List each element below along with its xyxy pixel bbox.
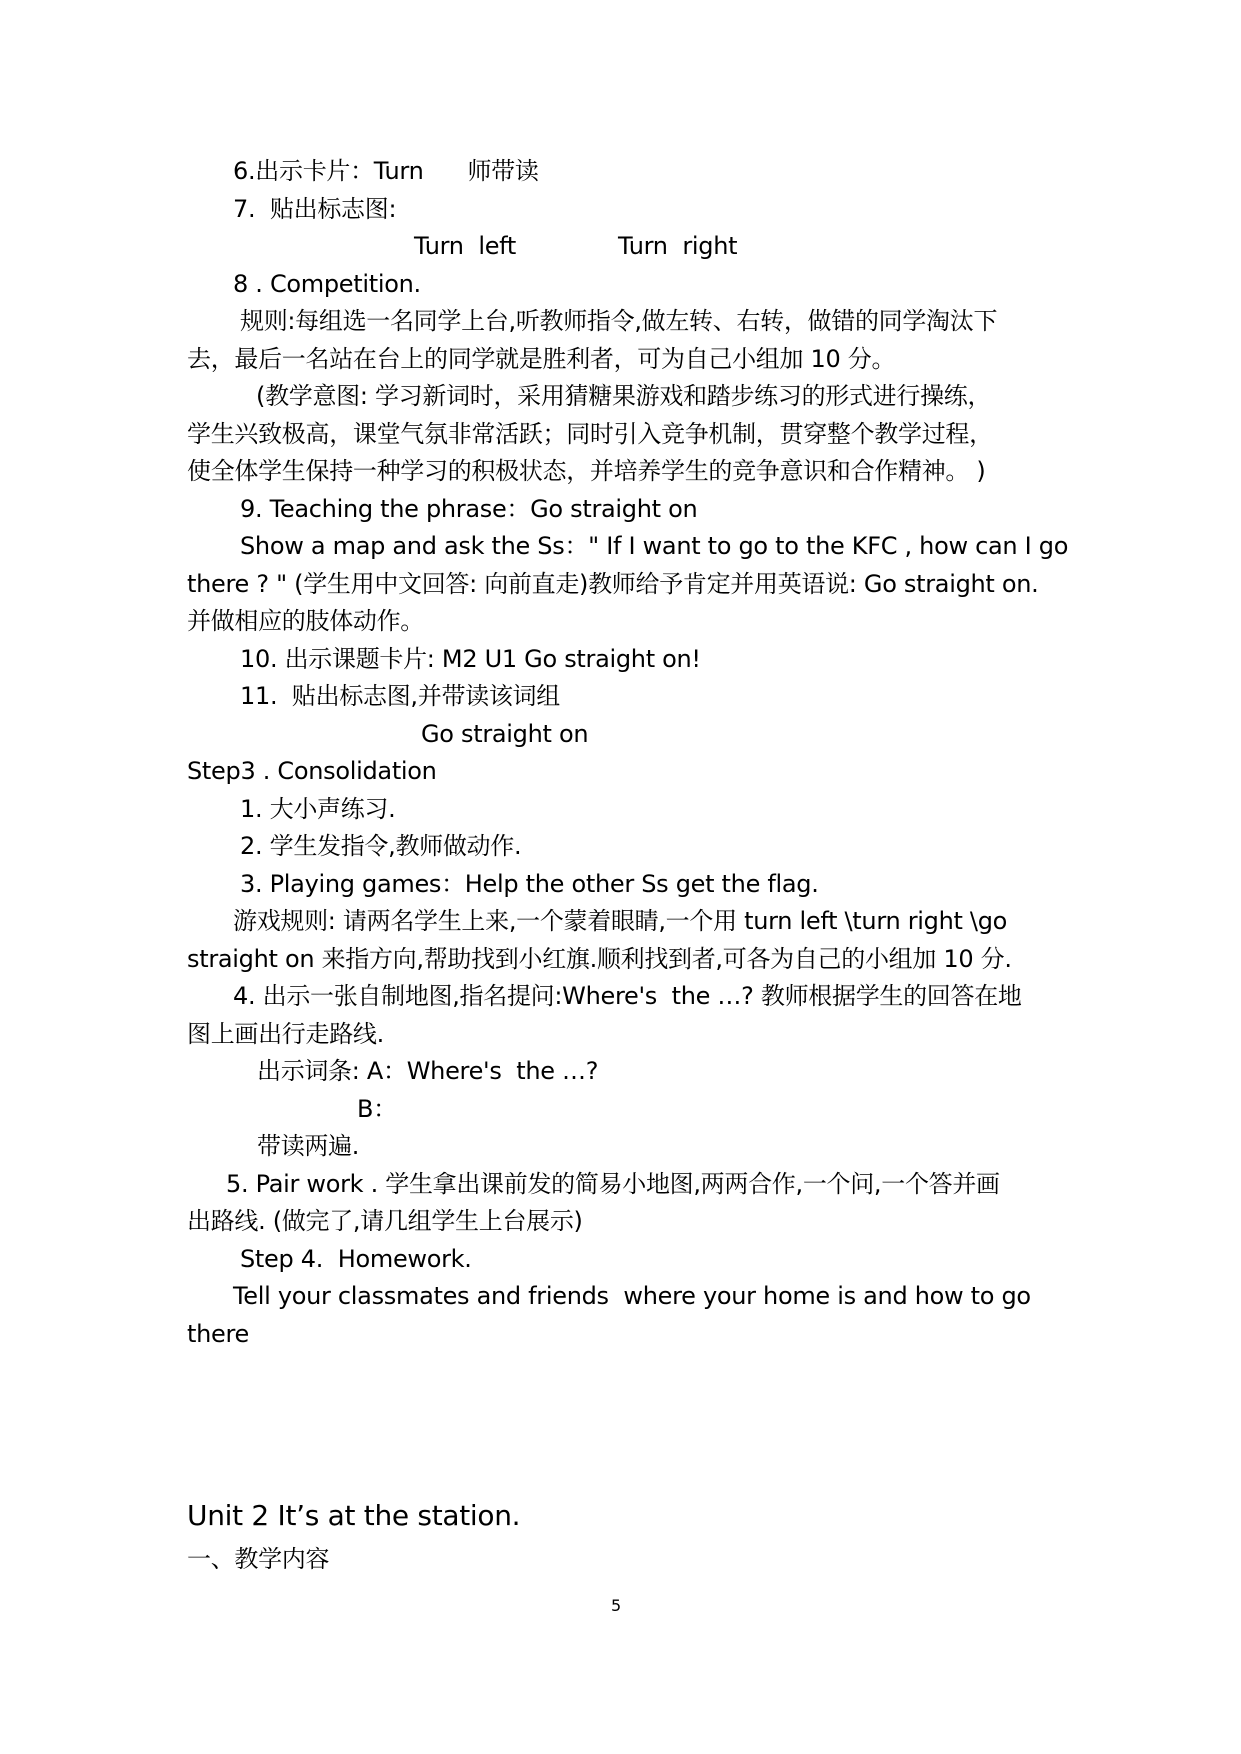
text-line: Go straight on: [421, 720, 589, 748]
text-line: Turn right: [618, 232, 738, 260]
text-line: 去，最后一名站在台上的同学就是胜利者，可为自己小组加 10 分。: [187, 345, 896, 373]
text-line: Show a map and ask the Ss：" If I want to go to the KFC , how can I go: [240, 532, 1069, 560]
page-number: 5: [611, 1596, 621, 1615]
text-line: there ? " (学生用中文回答: 向前直走)教师给予肯定并用英语说: Go straight on.: [187, 570, 1039, 598]
text-line: 10. 出示课题卡片: M2 U1 Go straight on!: [240, 645, 701, 673]
text-line: 11. 贴出标志图,并带读该词组: [240, 682, 560, 710]
text-line: 5. Pair work . 学生拿出课前发的简易小地图,两两合作,一个问,一个答并画: [226, 1170, 1000, 1198]
text-line: 1. 大小声练习.: [240, 795, 396, 823]
text-line: 出路线. (做完了,请几组学生上台展示): [187, 1207, 583, 1235]
text-line: there: [187, 1320, 249, 1348]
text-line: 8 . Competition.: [233, 270, 421, 298]
text-line: 4. 出示一张自制地图,指名提问:Where's the …? 教师根据学生的回答在地: [233, 982, 1022, 1010]
text-line: Turn left: [414, 232, 517, 260]
text-line: 学生兴致极高，课堂气氛非常活跃；同时引入竞争机制，贯穿整个教学过程，: [187, 420, 993, 448]
text-line: 3. Playing games：Help the other Ss get the flag.: [240, 870, 819, 898]
text-line: Tell your classmates and friends where your home is and how to go: [233, 1282, 1031, 1310]
text-line: 6.出示卡片：Turn 师带读: [233, 157, 539, 185]
text-line: Step 4. Homework.: [240, 1245, 472, 1273]
text-line: 图上画出行走路线.: [187, 1020, 384, 1048]
text-line: 并做相应的肢体动作。: [187, 607, 424, 635]
text-line: (教学意图: 学习新词时，采用猜糖果游戏和踏步练习的形式进行操练，: [256, 382, 992, 410]
section-heading: 一、教学内容: [187, 1545, 330, 1573]
text-line: 9. Teaching the phrase：Go straight on: [240, 495, 698, 523]
text-line: Step3 . Consolidation: [187, 757, 437, 785]
text-line: 规则:每组选一名同学上台,听教师指令,做左转、右转，做错的同学淘汰下: [240, 307, 998, 335]
text-line: 出示词条: A：Where's the …?: [257, 1057, 599, 1085]
text-line: 2. 学生发指令,教师做动作.: [240, 832, 522, 860]
text-line: 游戏规则: 请两名学生上来,一个蒙着眼睛,一个用 turn left \turn right \go: [233, 907, 1008, 935]
text-line: 7. 贴出标志图:: [233, 195, 397, 223]
text-line: 使全体学生保持一种学习的积极状态，并培养学生的竞争意识和合作精神。 ): [187, 457, 986, 485]
text-line: straight on 来指方向,帮助找到小红旗.顺利找到者,可各为自己的小组加 10 分.: [187, 945, 1012, 973]
text-line: 带读两遍.: [257, 1132, 360, 1160]
unit-heading: Unit 2 It’s at the station.: [187, 1499, 521, 1532]
text-line: B：: [357, 1095, 397, 1123]
